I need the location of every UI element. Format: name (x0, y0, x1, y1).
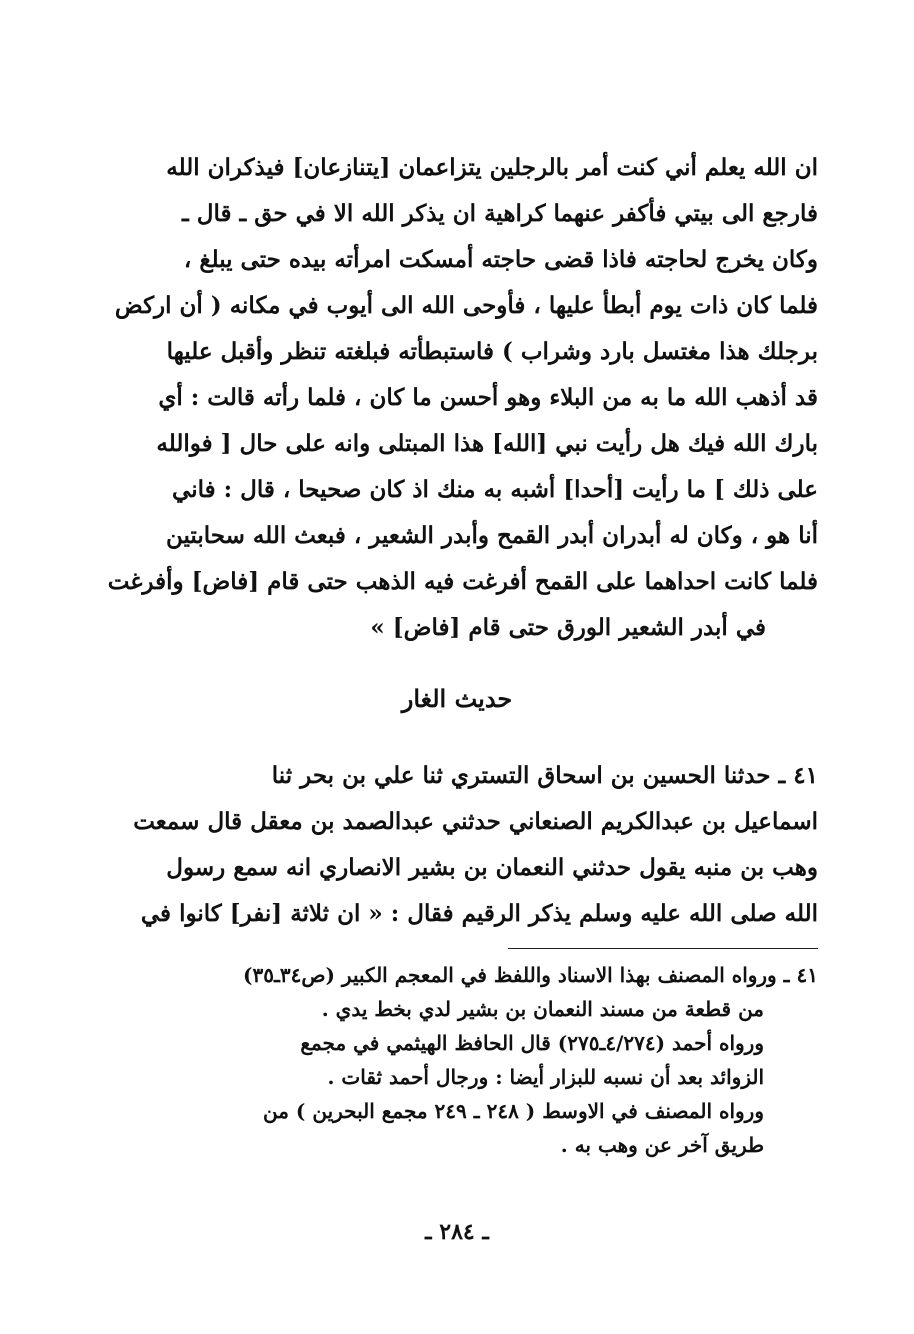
text-line: قد أذهب الله ما به من البلاء وهو أحسن ما كان ، فلما رأته قالت : أي (158, 384, 818, 411)
text-line: فلما كان ذات يوم أبطأ عليها ، فأوحى الله الى أيوب في مكانه ( أن اركض (114, 292, 818, 319)
hadith-line: ٤١ ـ حدثنا الحسين بن اسحاق التستري ثنا علي بن بحر ثنا (271, 762, 818, 789)
footnote-line: الزوائد بعد أن نسبه للبزار أيضا : ورجال أحمد ثقات . (327, 1065, 764, 1089)
text-line: على ذلك ] ما رأيت [أحدا] أشبه به منك اذ كان صحيحا ، قال : فاني (172, 476, 818, 503)
footnote-line: طريق آخر عن وهب به . (560, 1133, 764, 1157)
text-line: ان الله يعلم أني كنت أمر بالرجلين يتزاعمان [يتنازعان] فيذكران الله (166, 154, 818, 181)
text-line: برجلك هذا مغتسل بارد وشراب ) فاستبطأته فبلغته تنظر وأقبل عليها (166, 338, 818, 365)
text-line: فلما كانت احداهما على القمح أفرغت فيه الذهب حتى قام [فاض] وأفرغت (107, 568, 818, 595)
footnote-line: ورواه أحمد (٤/٢٧٤ـ٢٧٥) قال الحافظ الهيثمي في مجمع (300, 1031, 764, 1055)
hadith-line: الله صلى الله عليه وسلم يذكر الرقيم فقال : « ان ثلاثة [نفر] كانوا في (140, 900, 818, 927)
text-line: فارجع الى بيتي فأكفر عنهما كراهية ان يذكر الله الا في حق ـ قال ـ (182, 200, 818, 227)
text-line: بارك الله فيك هل رأيت نبي [الله] هذا المبتلى وانه على حال [ فوالله (156, 430, 818, 457)
footnote-line: ٤١ ـ ورواه المصنف بهذا الاسناد واللفظ في المعجم الكبير (ص٣٤ـ٣٥) (243, 963, 818, 987)
page-number: ـ ٢٨٤ ـ (425, 1219, 489, 1245)
text-line: في أبدر الشعير الورق حتى قام [فاض] » (370, 614, 766, 641)
footnote-line: من قطعة من مسند النعمان بن بشير لدي بخط يدي . (321, 997, 764, 1021)
footnote-line: ورواه المصنف في الاوسط ( ٢٤٨ ـ ٢٤٩ مجمع البحرين ) من (263, 1099, 764, 1123)
footnote-divider (508, 948, 818, 949)
text-line: أنا هو ، وكان له أبدران أبدر القمح وأبدر الشعير ، فبعث الله سحابتين (165, 522, 818, 549)
text-line: وكان يخرج لحاجته فاذا قضى حاجته أمسكت امرأته بيده حتى يبلغ ، (183, 246, 818, 273)
hadith-line: اسماعيل بن عبدالكريم الصنعاني حدثني عبدالصمد بن معقل قال سمعت (133, 808, 818, 835)
section-heading: حديث الغار (401, 684, 513, 713)
hadith-line: وهب بن منبه يقول حدثني النعمان بن بشير الانصاري انه سمع رسول (166, 854, 818, 881)
